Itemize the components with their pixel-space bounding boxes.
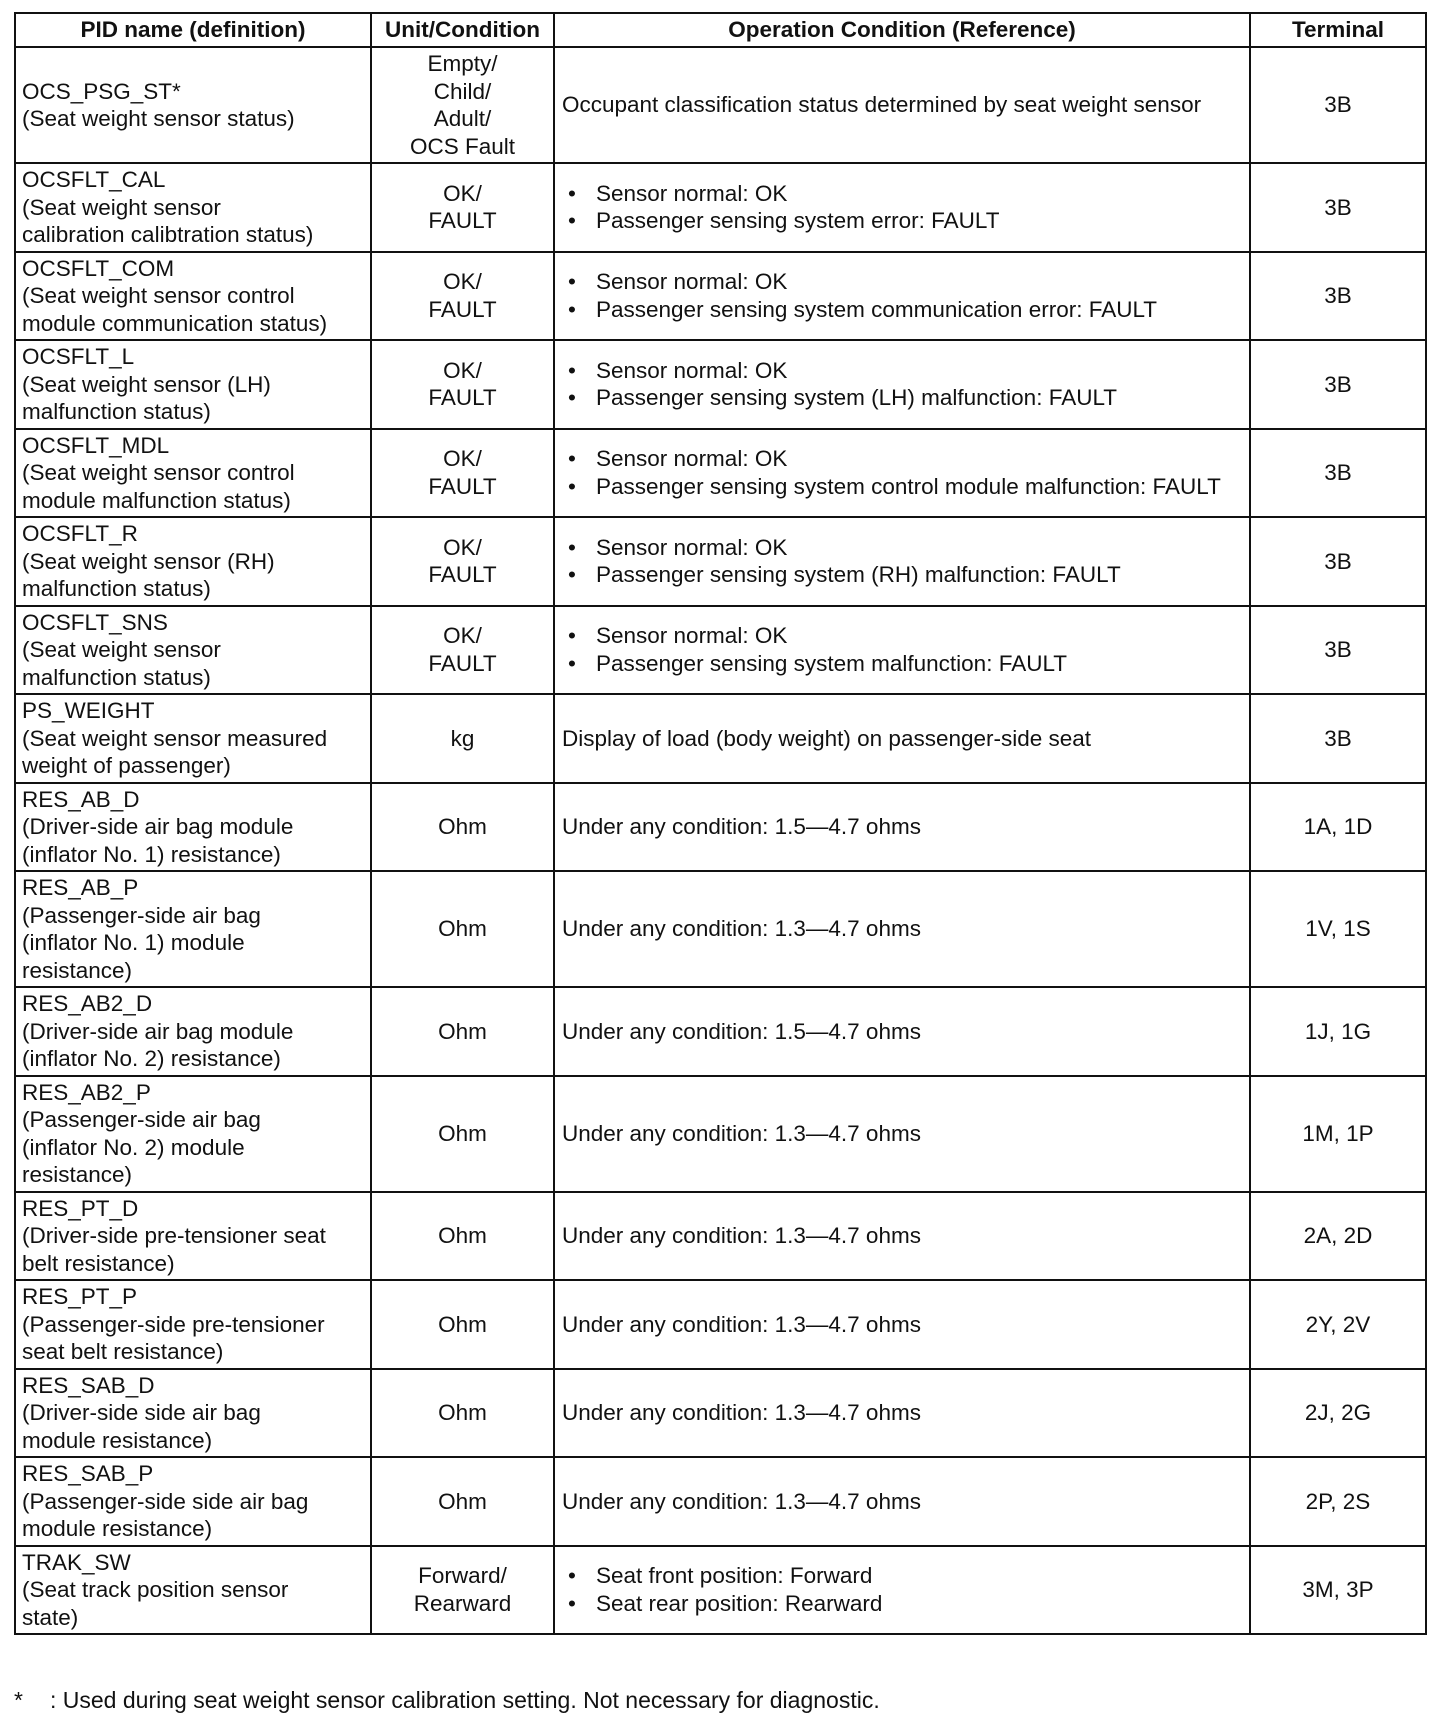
pid-definition-line: weight of passenger) (22, 753, 231, 778)
terminal-cell: 1A, 1D (1250, 783, 1426, 872)
terminal-cell: 3B (1250, 252, 1426, 341)
table-row (15, 252, 1426, 341)
condition-text: Occupant classification status determined by seat weight sensor (562, 92, 1202, 118)
condition-bullet-list (562, 445, 1243, 500)
condition-bullet-item: • Passenger sensing system (LH) malfunction: FAULT (596, 384, 1243, 412)
pid-code: RES_AB2_D (22, 991, 153, 1016)
table-row (15, 429, 1426, 518)
operation-condition-cell (554, 163, 1250, 252)
condition-bullet-item: • Passenger sensing system error: FAULT (596, 207, 1243, 235)
condition-bullet-list (562, 534, 1243, 589)
pid-code: PS_WEIGHT (22, 698, 155, 723)
unit-value-line: Child/ (433, 78, 492, 104)
pid-name-cell (15, 783, 371, 872)
pid-definition-line: malfunction status) (22, 576, 211, 601)
condition-bullet-list (562, 180, 1243, 235)
pid-definition-line: module communication status) (22, 310, 328, 336)
pid-name-cell (15, 1546, 371, 1635)
unit-value-line: kg (450, 725, 475, 751)
condition-bullet-list (562, 268, 1243, 323)
unit-value-line: Forward/ (418, 1563, 507, 1589)
table-row (15, 1369, 1426, 1458)
unit-value-line: Empty/ (427, 51, 498, 76)
footnote (14, 1686, 880, 1714)
unit-value-line: Ohm (438, 916, 487, 942)
terminal-cell: 2A, 2D (1250, 1192, 1426, 1281)
unit-value-line: Ohm (438, 1400, 487, 1425)
pid-definition-line: (Passenger-side air bag (22, 902, 261, 928)
pid-definition-line: (inflator No. 1) resistance) (22, 841, 281, 867)
terminal-cell: 3B (1250, 429, 1426, 518)
pid-name-cell (15, 606, 371, 695)
pid-definition-line: (Driver-side side air bag (22, 1400, 261, 1425)
operation-condition-cell (554, 429, 1250, 518)
footnote-text: : Used during seat weight sensor calibration setting. Not necessary for diagnostic. (50, 1687, 880, 1713)
condition-bullet-item: • Passenger sensing system control module malfunction: FAULT (596, 473, 1243, 501)
unit-value-line: OCS Fault (409, 133, 516, 159)
condition-bullet-item: • Sensor normal: OK (596, 180, 1243, 208)
unit-value-line: Ohm (438, 1223, 487, 1248)
pid-definition-line: (inflator No. 1) module (22, 930, 245, 955)
pid-definition-line: (Seat weight sensor control (22, 283, 295, 308)
unit-value-line: Ohm (438, 1120, 487, 1146)
pid-definition-line: seat belt resistance) (22, 1339, 224, 1364)
pid-definition-line: resistance) (22, 957, 133, 983)
table-row (15, 517, 1426, 606)
header-pid-name: PID name (definition) (15, 13, 371, 47)
pid-definition-line: (Seat track position sensor (22, 1577, 289, 1602)
terminal-cell: 1J, 1G (1250, 987, 1426, 1076)
pid-definition-line: (Seat weight sensor (RH) (22, 548, 275, 574)
terminal-cell: 3B (1250, 340, 1426, 429)
unit-value-line: OK/ (443, 357, 482, 383)
unit-condition-cell (371, 47, 554, 163)
terminal-cell: 1M, 1P (1250, 1076, 1426, 1192)
terminal-cell: 3B (1250, 163, 1426, 252)
pid-code: OCSFLT_COM (22, 255, 175, 281)
unit-value-line: Ohm (438, 1018, 487, 1044)
unit-condition-cell (371, 694, 554, 783)
unit-value-line: FAULT (428, 208, 497, 234)
unit-condition-cell (371, 1546, 554, 1635)
operation-condition-cell (554, 871, 1250, 987)
pid-name-cell (15, 694, 371, 783)
condition-bullet-item: • Sensor normal: OK (596, 357, 1243, 385)
table-row (15, 1546, 1426, 1635)
unit-condition-cell (371, 517, 554, 606)
condition-text: Under any condition: 1.3—4.7 ohms (562, 1120, 921, 1146)
condition-bullet-list (562, 357, 1243, 412)
pid-name-cell (15, 1457, 371, 1546)
terminal-cell: 3B (1250, 694, 1426, 783)
terminal-cell: 2Y, 2V (1250, 1280, 1426, 1369)
pid-code: OCS_PSG_ST* (22, 78, 181, 104)
footnote-mark: * (14, 1687, 23, 1713)
pid-name-cell (15, 1076, 371, 1192)
condition-text: Under any condition: 1.3—4.7 ohms (562, 1223, 921, 1248)
pid-code: OCSFLT_CAL (22, 167, 166, 192)
unit-value-line: Rearward (413, 1590, 512, 1616)
condition-bullet-item: • Sensor normal: OK (596, 268, 1243, 296)
pid-definition-line: module malfunction status) (22, 487, 291, 513)
terminal-cell: 2P, 2S (1250, 1457, 1426, 1546)
pid-definition-line: (Passenger-side pre-tensioner (22, 1311, 325, 1337)
condition-bullet-item: • Sensor normal: OK (596, 622, 1243, 650)
condition-text: Under any condition: 1.3—4.7 ohms (562, 1488, 921, 1514)
unit-value-line: Ohm (438, 1488, 487, 1514)
unit-condition-cell (371, 987, 554, 1076)
operation-condition-cell (554, 1076, 1250, 1192)
operation-condition-cell (554, 987, 1250, 1076)
table-row (15, 1076, 1426, 1192)
header-operation-condition: Operation Condition (Reference) (554, 13, 1250, 47)
pid-definition-line: (Seat weight sensor control (22, 460, 295, 485)
unit-value-line: Ohm (438, 814, 487, 839)
pid-definition-line: (Passenger-side air bag (22, 1107, 261, 1132)
operation-condition-cell (554, 1546, 1250, 1635)
pid-definition-line: (Seat weight sensor (22, 194, 221, 220)
table-header-row (15, 13, 1426, 47)
pid-code: RES_SAB_P (22, 1461, 154, 1486)
condition-text: Display of load (body weight) on passenger-side seat (562, 725, 1092, 751)
unit-condition-cell (371, 1192, 554, 1281)
unit-condition-cell (371, 429, 554, 518)
condition-bullet-item: • Sensor normal: OK (596, 534, 1243, 562)
unit-value-line: Adult/ (433, 106, 492, 131)
unit-value-line: OK/ (443, 534, 482, 560)
operation-condition-cell (554, 783, 1250, 872)
unit-value-line: FAULT (428, 473, 497, 499)
table-row (15, 1280, 1426, 1369)
pid-name-cell (15, 871, 371, 987)
pid-code: RES_SAB_D (22, 1372, 155, 1398)
table-row (15, 783, 1426, 872)
unit-value-line: OK/ (443, 446, 482, 472)
pid-definition-line: malfunction status) (22, 664, 211, 690)
pid-definition-line: state) (22, 1604, 79, 1630)
pid-name-cell (15, 517, 371, 606)
pid-reference-table (14, 12, 1427, 1635)
terminal-cell: 3B (1250, 47, 1426, 163)
condition-bullet-item: • Passenger sensing system communication error: FAULT (596, 296, 1243, 324)
table-row (15, 1457, 1426, 1546)
pid-definition-line: (Passenger-side side air bag (22, 1488, 309, 1514)
condition-text: Under any condition: 1.3—4.7 ohms (562, 1311, 921, 1337)
unit-value-line: OK/ (443, 180, 482, 206)
unit-condition-cell (371, 783, 554, 872)
header-unit-condition: Unit/Condition (371, 13, 554, 47)
condition-bullet-item: • Seat front position: Forward (596, 1562, 1243, 1590)
table-row (15, 987, 1426, 1076)
unit-condition-cell (371, 1457, 554, 1546)
pid-code: OCSFLT_L (22, 344, 135, 369)
unit-value-line: FAULT (428, 296, 497, 322)
pid-name-cell (15, 47, 371, 163)
condition-text: Under any condition: 1.3—4.7 ohms (562, 916, 921, 942)
condition-text: Under any condition: 1.3—4.7 ohms (562, 1400, 921, 1425)
pid-code: OCSFLT_SNS (22, 609, 168, 635)
pid-code: OCSFLT_R (22, 521, 138, 546)
unit-value-line: FAULT (428, 385, 497, 411)
unit-condition-cell (371, 1076, 554, 1192)
unit-condition-cell (371, 340, 554, 429)
pid-definition-line: (Driver-side air bag module (22, 814, 294, 839)
pid-definition-line: (Seat weight sensor (22, 637, 221, 662)
pid-code: OCSFLT_MDL (22, 432, 170, 458)
pid-name-cell (15, 163, 371, 252)
pid-name-cell (15, 429, 371, 518)
pid-definition-line: module resistance) (22, 1516, 213, 1541)
header-terminal: Terminal (1250, 13, 1426, 47)
pid-definition-line: (inflator No. 2) module (22, 1134, 245, 1160)
unit-condition-cell (371, 1280, 554, 1369)
table-row (15, 1192, 1426, 1281)
pid-code: TRAK_SW (22, 1549, 131, 1575)
operation-condition-cell (554, 1457, 1250, 1546)
pid-definition-line: (inflator No. 2) resistance) (22, 1046, 281, 1071)
pid-name-cell (15, 1280, 371, 1369)
operation-condition-cell (554, 1369, 1250, 1458)
pid-code: RES_PT_P (22, 1284, 138, 1309)
pid-definition-line: (Driver-side air bag module (22, 1018, 294, 1044)
condition-bullet-list (562, 622, 1243, 677)
pid-name-cell (15, 1192, 371, 1281)
table-row (15, 47, 1426, 163)
unit-value-line: Ohm (438, 1311, 487, 1337)
pid-name-cell (15, 1369, 371, 1458)
table-row (15, 606, 1426, 695)
pid-definition-line: belt resistance) (22, 1250, 175, 1276)
unit-condition-cell (371, 252, 554, 341)
unit-condition-cell (371, 871, 554, 987)
pid-name-cell (15, 252, 371, 341)
condition-text: Under any condition: 1.5—4.7 ohms (562, 1018, 921, 1044)
operation-condition-cell (554, 1192, 1250, 1281)
condition-bullet-item: • Passenger sensing system malfunction: FAULT (596, 650, 1243, 678)
table-row (15, 871, 1426, 987)
pid-name-cell (15, 987, 371, 1076)
unit-value-line: OK/ (443, 623, 482, 649)
condition-bullet-item: • Sensor normal: OK (596, 445, 1243, 473)
table-row (15, 163, 1426, 252)
pid-definition-line: (Driver-side pre-tensioner seat (22, 1223, 326, 1248)
pid-code: RES_AB_D (22, 786, 140, 812)
pid-code: RES_AB_P (22, 875, 139, 900)
unit-value-line: OK/ (443, 269, 482, 295)
operation-condition-cell (554, 47, 1250, 163)
pid-definition-line: (Seat weight sensor status) (22, 106, 295, 131)
pid-code: RES_AB2_P (22, 1079, 151, 1105)
pid-definition-line: (Seat weight sensor measured (22, 725, 328, 751)
unit-value-line: FAULT (428, 650, 497, 676)
condition-bullet-list (562, 1562, 1243, 1617)
table-body (15, 47, 1426, 1634)
table-row (15, 340, 1426, 429)
terminal-cell: 2J, 2G (1250, 1369, 1426, 1458)
operation-condition-cell (554, 606, 1250, 695)
operation-condition-cell (554, 694, 1250, 783)
unit-condition-cell (371, 1369, 554, 1458)
operation-condition-cell (554, 1280, 1250, 1369)
operation-condition-cell (554, 252, 1250, 341)
pid-code: RES_PT_D (22, 1195, 139, 1221)
terminal-cell: 3M, 3P (1250, 1546, 1426, 1635)
table-row (15, 694, 1426, 783)
pid-definition-line: calibration calibtration status) (22, 222, 314, 247)
pid-definition-line: resistance) (22, 1162, 133, 1187)
operation-condition-cell (554, 340, 1250, 429)
unit-condition-cell (371, 606, 554, 695)
condition-text: Under any condition: 1.5—4.7 ohms (562, 814, 921, 839)
pid-definition-line: module resistance) (22, 1427, 213, 1453)
condition-bullet-item: • Seat rear position: Rearward (596, 1590, 1243, 1618)
terminal-cell: 1V, 1S (1250, 871, 1426, 987)
condition-bullet-item: • Passenger sensing system (RH) malfunction: FAULT (596, 561, 1243, 589)
operation-condition-cell (554, 517, 1250, 606)
terminal-cell: 3B (1250, 517, 1426, 606)
terminal-cell: 3B (1250, 606, 1426, 695)
unit-value-line: FAULT (428, 562, 497, 588)
pid-definition-line: malfunction status) (22, 399, 211, 424)
pid-name-cell (15, 340, 371, 429)
pid-definition-line: (Seat weight sensor (LH) (22, 371, 271, 397)
unit-condition-cell (371, 163, 554, 252)
